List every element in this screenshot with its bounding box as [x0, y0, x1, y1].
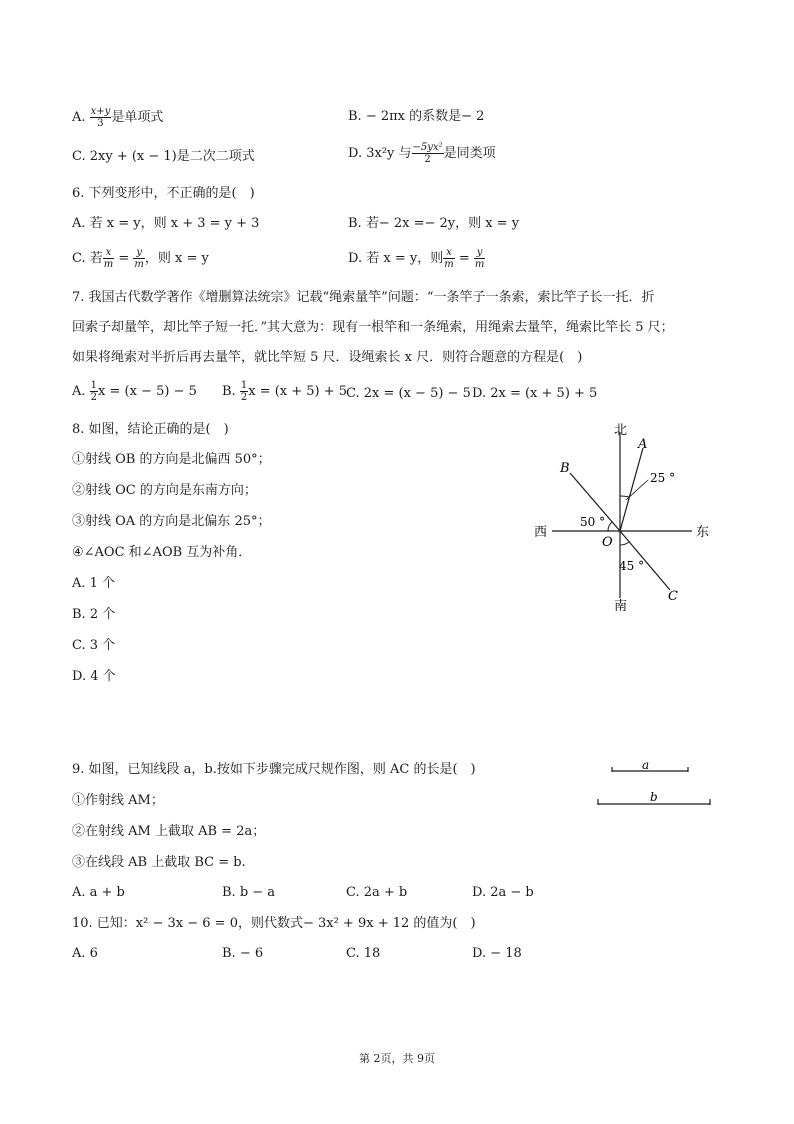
label-o: O	[602, 535, 613, 550]
page-footer: 第 2页，共 9页	[359, 1052, 435, 1065]
q7-b-fraction	[240, 380, 248, 403]
q8-option-a: A. 1 个	[72, 576, 116, 591]
q6-stem: 6. 下列变形中，不正确的是( )	[72, 186, 255, 201]
label-a: A	[638, 437, 648, 452]
label-c: C	[668, 589, 678, 604]
q8-stem: 8. 如图，结论正确的是( )	[72, 422, 229, 437]
segment-b-label: b	[650, 790, 658, 804]
q6-d-numerator-2: y	[474, 247, 485, 259]
q10-option-d: D. − 18	[472, 946, 522, 961]
q7-b-suffix: x = (x + 5) + 5	[248, 384, 348, 399]
q8-compass-figure	[530, 418, 730, 618]
q9-step-1: ①作射线 AM；	[72, 793, 164, 808]
q10-option-c: C. 18	[346, 946, 381, 961]
label-west: 西	[534, 525, 548, 540]
q9-option-c: C. 2a + b	[346, 885, 408, 900]
q6-d-fraction-1	[443, 247, 454, 270]
q7-a-prefix: A.	[72, 384, 90, 399]
q5-option-d	[348, 142, 496, 165]
angle-25-pointer	[626, 480, 648, 500]
q6-c-denominator-2: m	[134, 259, 144, 270]
q6-c-denominator-1: m	[103, 259, 114, 270]
q8-statement-1: ①射线 OB 的方向是北偏西 50°；	[72, 452, 271, 467]
q9-stem: 9. 如图，已知线段 a，b.按如下步骤完成尺规作图，则 AC 的长是( )	[72, 762, 476, 777]
q10-option-b: B. − 6	[222, 946, 264, 961]
q5-a-prefix: A.	[72, 110, 90, 125]
q7-a-numerator: 1	[90, 380, 98, 391]
q7-stem-line-3: 如果将绳索对半折后再去量竿，就比竿短 5 尺．设绳索长 x 尺．则符合题意的方程是( )	[72, 350, 583, 365]
q8-option-b: B. 2 个	[72, 607, 116, 622]
q7-option-a	[72, 380, 197, 403]
q9-step-3: ③在线段 AB 上截取 BC = b.	[72, 855, 246, 870]
q6-d-numerator-1: x	[443, 247, 454, 259]
q10-stem: 10. 已知：x² − 3x − 6 = 0，则代数式− 3x² + 9x + 12 的值为( )	[72, 916, 476, 931]
q5-d-denominator: 2	[424, 154, 431, 165]
segment-a-label: a	[642, 758, 650, 772]
q5-a-denominator: 3	[97, 118, 104, 129]
q9-segments-figure	[590, 755, 720, 810]
q6-d-denominator-1: m	[444, 259, 454, 270]
q6-c-numerator-1: x	[103, 247, 114, 259]
label-east: 东	[696, 525, 710, 540]
ray-oa	[620, 448, 643, 531]
q7-option-d: D. 2x = (x + 5) + 5	[472, 386, 598, 401]
label-north: 北	[614, 423, 628, 438]
q6-c-prefix: C. 若	[72, 251, 103, 266]
angle-arc-45	[620, 542, 629, 545]
angle-arc-50	[608, 522, 612, 531]
q7-option-b	[222, 380, 347, 403]
q8-statement-3: ③射线 OA 的方向是北偏东 25°；	[72, 514, 271, 529]
q6-option-d	[348, 247, 485, 270]
q6-option-c	[72, 247, 209, 270]
label-south: 南	[614, 599, 628, 614]
q6-c-suffix: ，则 x = y	[144, 251, 209, 266]
q6-c-fraction-2	[133, 247, 144, 270]
q9-step-2: ②在射线 AM 上截取 AB = 2a；	[72, 824, 266, 839]
q7-a-denominator: 2	[90, 392, 98, 403]
q5-option-b: B. − 2πx 的系数是− 2	[348, 109, 485, 124]
q9-option-d: D. 2a − b	[472, 885, 534, 900]
q6-c-fraction-1	[103, 247, 114, 270]
q5-a-fraction	[90, 106, 112, 129]
q7-b-denominator: 2	[240, 392, 248, 403]
q5-d-fraction	[412, 142, 444, 165]
q5-option-a	[72, 106, 163, 129]
q8-option-c: C. 3 个	[72, 638, 116, 653]
q5-a-numerator: x+y	[90, 106, 111, 117]
q5-a-suffix: 是单项式	[111, 110, 164, 125]
q6-d-equals: =	[454, 251, 474, 266]
label-angle-25: 25 °	[650, 471, 676, 485]
q5-d-prefix: D. 3x²y 与	[348, 146, 412, 161]
q5-option-c: C. 2xy + (x − 1)是二次二项式	[72, 149, 255, 164]
q8-statement-4: ④∠AOC 和∠AOB 互为补角．	[72, 545, 252, 560]
label-angle-45: 45 °	[619, 559, 645, 573]
q9-option-a: A. a + b	[72, 885, 125, 900]
q7-stem-line-2: 回索子却量竿，却比竿子短一托．”其大意为：现有一根竿和一条绳索，用绳索去量竿，绳索比竿长 5 尺；	[72, 320, 674, 335]
q6-option-a: A. 若 x = y，则 x + 3 = y + 3	[72, 216, 260, 231]
q6-d-prefix: D. 若 x = y，则	[348, 251, 444, 266]
q5-d-numerator: −5yx²	[412, 142, 443, 153]
q7-b-numerator: 1	[240, 380, 248, 391]
angle-arc-25	[620, 496, 629, 497]
q8-statement-2: ②射线 OC 的方向是东南方向；	[72, 483, 257, 498]
q9-option-b: B. b − a	[222, 885, 276, 900]
label-angle-50: 50 °	[580, 515, 606, 529]
q7-a-suffix: x = (x − 5) − 5	[98, 384, 197, 399]
q6-c-equals: =	[114, 251, 134, 266]
q6-option-b: B. 若− 2x =− 2y，则 x = y	[348, 216, 520, 231]
q7-b-prefix: B.	[222, 384, 240, 399]
q10-option-a: A. 6	[72, 946, 98, 961]
q8-option-d: D. 4 个	[72, 669, 116, 684]
q6-d-denominator-2: m	[474, 259, 485, 270]
q7-option-c: C. 2x = (x − 5) − 5	[346, 386, 471, 401]
q7-a-fraction	[90, 380, 98, 403]
q7-stem-line-1: 7. 我国古代数学著作《增删算法统宗》记载“绳索量竿”问题：“一条竿子一条索，索比竿子长一托．折	[72, 290, 655, 305]
label-b: B	[560, 461, 570, 476]
q5-d-suffix: 是同类项	[443, 146, 496, 161]
q6-c-numerator-2: y	[133, 247, 144, 259]
q6-d-fraction-2	[474, 247, 485, 270]
